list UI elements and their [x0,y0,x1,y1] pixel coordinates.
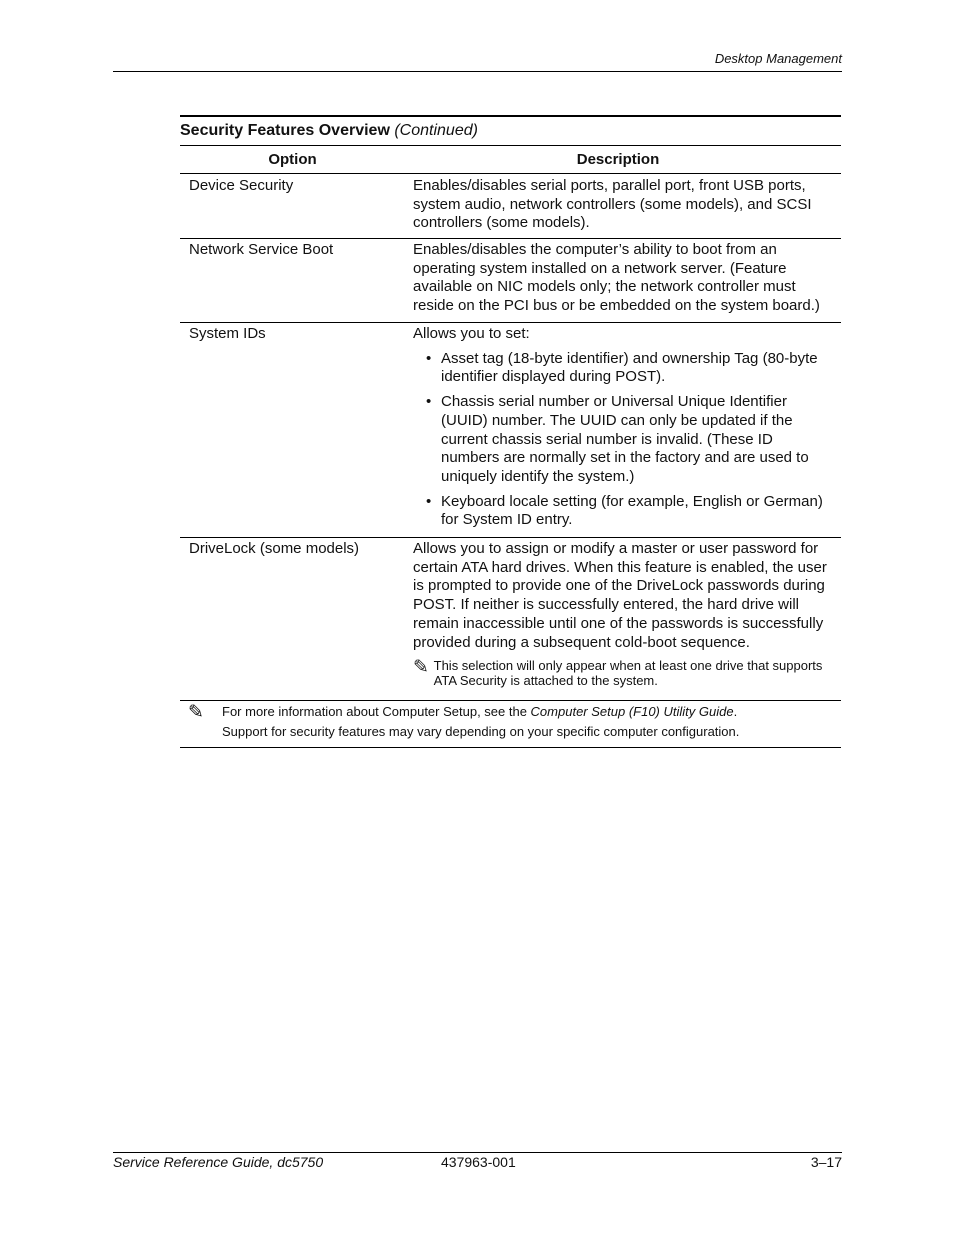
description-cell [405,323,841,537]
bullet-list [413,350,831,530]
footnote-line-2: Support for security features may vary depending on your specific computer configuration. [222,723,740,739]
bullet-icon: • [426,349,432,367]
table-row [180,322,841,537]
description-cell: Enables/disables serial ports, parallel port, front USB ports, system audio, network controllers (some models), and SCSI controllers (some models). [413,177,812,232]
table-row [180,238,841,322]
pencil-note-icon: ✎ [413,657,429,679]
footer-part-number: 437963-001 [441,1154,516,1170]
inline-note [413,658,831,688]
table-title [180,117,841,145]
description-cell [405,538,841,700]
footer-rule [113,1152,842,1153]
footnote-line-1 [222,702,739,722]
footer-guide-title: Service Reference Guide, dc5750 [113,1154,324,1170]
bullet-text: Keyboard locale setting (for example, English or German) for System ID entry. [441,492,823,529]
description-intro: Allows you to set: [413,325,530,342]
bullet-icon: • [426,393,432,411]
option-cell: Device Security [189,177,294,194]
bullet-text: Chassis serial number or Universal Unique Identifier (UUID) number. The UUID can only be updated if the current chassis serial number is invalid. (These ID numbers are normally set in the factory and are used to uniquely identify the system.) [441,393,809,485]
description-cell: Enables/disables the computer’s ability to boot from an operating system installed on a network server. (Feature available on NIC models only; the network controller must reside on the PCI bus or be embedded on the system board.) [413,241,820,315]
bullet-text: Asset tag (18-byte identifier) and ownership Tag (80-byte identifier displayed during POST). [441,349,818,386]
table-title-bold: Security Features Overview [180,122,390,139]
bullet-icon: • [426,492,432,510]
security-features-table [180,115,841,748]
guide-title: Computer Setup (F10) Utility Guide [530,704,734,719]
table-row [180,173,841,238]
list-item [413,393,831,487]
footnote-text [222,702,739,741]
list-item [413,350,831,387]
header-rule [113,71,842,72]
header-description: Description [576,151,660,168]
table-title-continued: (Continued) [394,122,478,139]
description-text: Allows you to assign or modify a master or user password for certain ATA hard drives. When this feature is enabled, the user is prompted to provide one of the DriveLock passwords during POST. If neither is successfully entered, the hard drive will remain inaccessible until one of the passwords is successfully provided during a subsequent cold-boot sequence. [413,540,827,651]
running-head: Desktop Management [714,51,842,66]
header-option: Option [268,151,317,168]
table-row [180,537,841,700]
option-cell: Network Service Boot [189,241,334,258]
footnote-prefix: For more information about Computer Setup, see the [222,704,531,719]
pencil-note-icon: ✎ [188,702,204,723]
list-item [413,493,831,530]
footer-page-number: 3–17 [810,1154,842,1170]
option-cell: System IDs [189,325,266,342]
option-cell: DriveLock (some models) [189,540,360,557]
note-text: This selection will only appear when at least one drive that supports ATA Security is attached to the system. [433,658,823,689]
footnote-suffix: . [733,704,738,719]
table-header-row [180,145,841,173]
table-footnote [180,700,841,748]
